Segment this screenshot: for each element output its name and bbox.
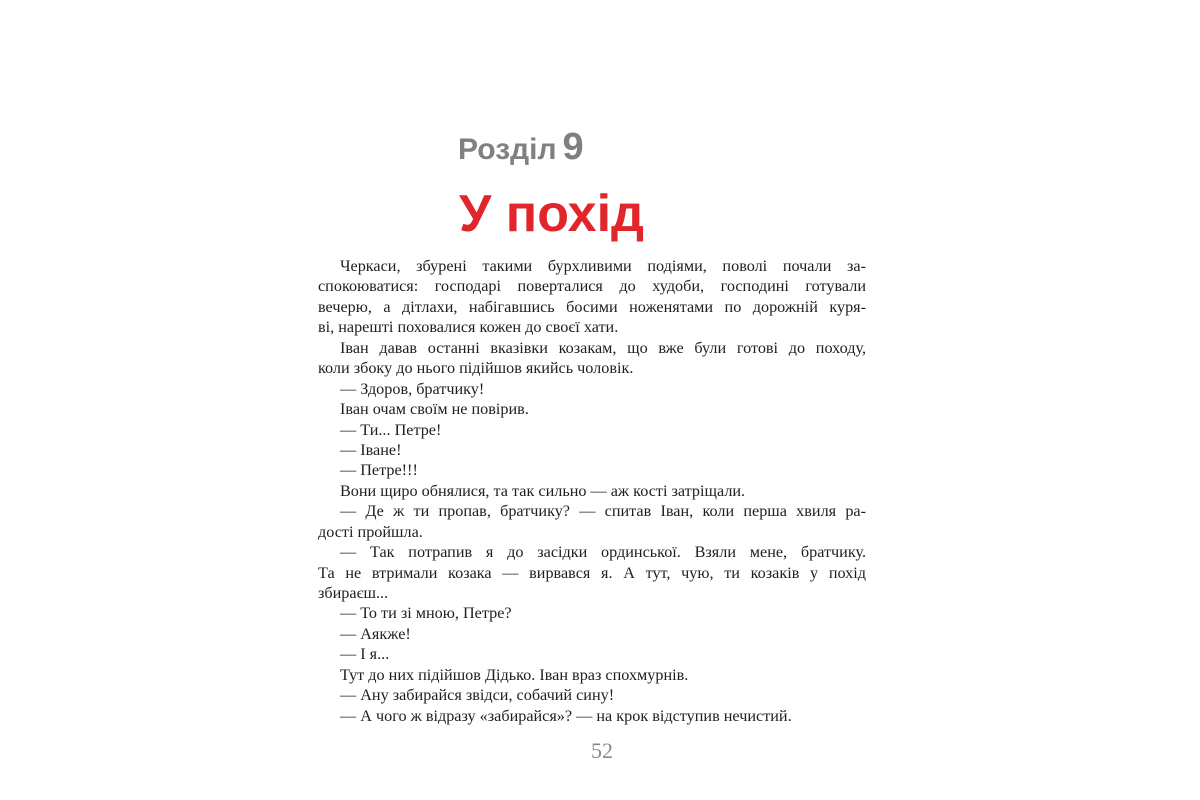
body-line: — Де ж ти пропав, братчику? — спитав Іван, коли перша хвиля ра- (340, 502, 866, 521)
body-line: — І я... (340, 645, 390, 664)
body-line: ві, нарешті поховалися кожен до своєї хати. (318, 318, 619, 337)
body-line: збираєш... (318, 584, 389, 602)
body-line: вечерю, а дітлахи, набігавшись босими ноженятами по дорожній куря- (318, 297, 866, 316)
body-line: коли збоку до нього підійшов якийсь чоловік. (318, 359, 634, 378)
page-number: 52 (591, 738, 613, 763)
body-line: — Іване! (340, 440, 402, 459)
body-line: Та не втримали козака — вирвався я. А тут, чую, ти козаків у похід (318, 563, 866, 582)
body-line: — Ану забирайся звідси, собачий сину! (340, 686, 615, 705)
body-line: — А чого ж відразу «забирайся»? — на крок відступив нечистий. (340, 706, 792, 725)
body-line: — Здоров, братчику! (340, 379, 485, 398)
chapter-word: Розділ (458, 133, 557, 166)
body-line: — Петре!!! (340, 461, 418, 480)
body-line: Тут до них підійшов Дідько. Іван враз спохмурнів. (340, 665, 689, 684)
body-line: Вони щиро обнялися, та так сильно — аж кості затріщали. (340, 481, 746, 500)
chapter-body (318, 256, 866, 726)
body-line: Іван очам своїм не повірив. (340, 400, 529, 419)
body-line: — Так потрапив я до засідки ординської. Взяли мене, братчику. (340, 543, 866, 562)
body-line: — Ти... Петре! (340, 420, 442, 439)
chapter-title: У похід (459, 185, 645, 243)
chapter-label (458, 128, 584, 166)
chapter-number: 9 (562, 126, 584, 168)
body-line: Іван давав останні вказівки козакам, що вже були готові до походу, (340, 338, 866, 357)
body-line: — То ти зі мною, Петре? (340, 604, 512, 623)
body-line: — Аякже! (340, 624, 411, 643)
body-line: Черкаси, збурені такими бурхливими подіями, поволі почали за- (340, 257, 866, 275)
body-line: дості пройшла. (318, 522, 423, 541)
body-line: спокоюватися: господарі поверталися до худоби, господині готували (318, 277, 866, 296)
